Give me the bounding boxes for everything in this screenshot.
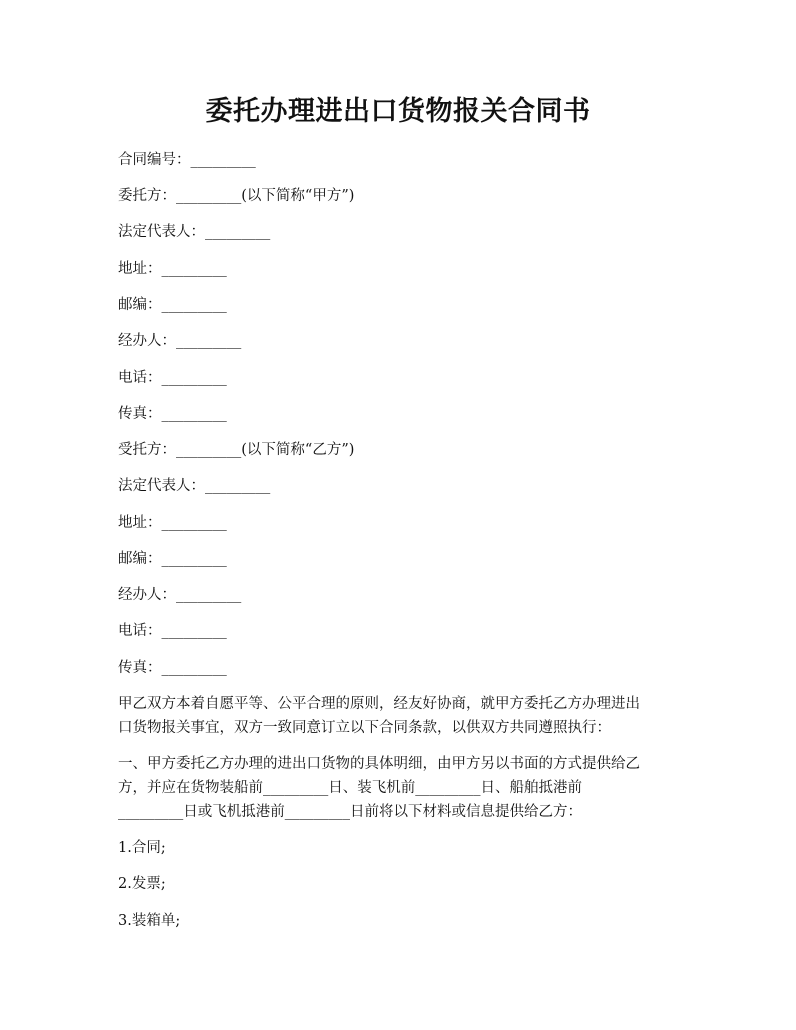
party-b-phone-field: 电话：_________: [118, 623, 227, 639]
party-a-fax-field: 传真：_________: [118, 406, 227, 422]
intro-paragraph-line: 口货物报关事宜，双方一致同意订立以下合同条款，以供双方共同遵照执行：: [118, 720, 611, 736]
clause-1-line: _________日或飞机抵港前_________日前将以下材料或信息提供给乙方：: [118, 804, 582, 820]
clause-1-line: 一、甲方委托乙方办理的进出口货物的具体明细，由甲方另以书面的方式提供给乙: [118, 756, 640, 772]
party-b-legal-rep-field: 法定代表人：_________: [118, 478, 271, 494]
party-b-address-field: 地址：_________: [118, 515, 227, 531]
agent-field: 受托方：_________(以下简称“乙方”): [118, 442, 355, 458]
principal-field: 委托方：_________(以下简称“甲方”): [118, 188, 355, 204]
party-b-fax-field: 传真：_________: [118, 660, 227, 676]
material-item-packing-list: 3.装箱单;: [118, 913, 181, 929]
document-title: 委托办理进出口货物报关合同书: [205, 96, 591, 127]
party-a-phone-field: 电话：_________: [118, 370, 227, 386]
party-b-handler-field: 经办人：_________: [118, 587, 242, 603]
intro-paragraph-line: 甲乙双方本着自愿平等、公平合理的原则，经友好协商，就甲方委托乙方办理进出: [118, 696, 640, 712]
clause-1-line: 方，并应在货物装船前_________日、装飞机前_________日、船舶抵港前: [118, 780, 582, 796]
party-a-handler-field: 经办人：_________: [118, 333, 242, 349]
party-b-postcode-field: 邮编：_________: [118, 551, 227, 567]
material-item-invoice: 2.发票;: [118, 876, 166, 892]
party-a-postcode-field: 邮编：_________: [118, 297, 227, 313]
party-a-address-field: 地址：_________: [118, 261, 227, 277]
party-a-legal-rep-field: 法定代表人：_________: [118, 224, 271, 240]
material-item-contract: 1.合同;: [118, 840, 166, 856]
contract-number-field: 合同编号：_________: [118, 152, 256, 168]
